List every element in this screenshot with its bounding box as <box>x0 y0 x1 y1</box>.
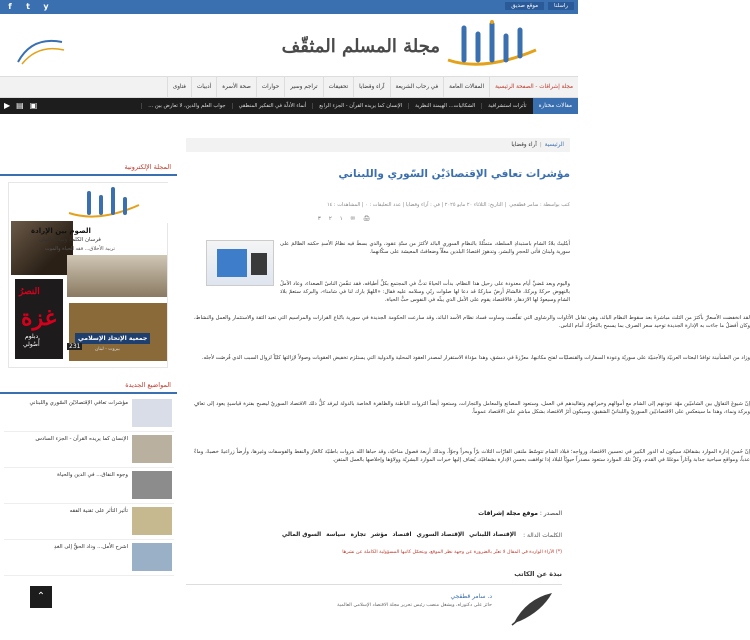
contact-link[interactable]: راسلنا <box>548 2 574 10</box>
facebook-icon[interactable]: f <box>8 2 12 11</box>
thumbnail[interactable] <box>132 543 172 571</box>
list-item[interactable] <box>4 432 174 468</box>
logo-icon[interactable] <box>444 20 540 72</box>
quill-icon <box>506 589 558 627</box>
article-meta: كتب بواسطة : سامر قطقجي ‏‏‏ | التاريخ: الثلاثاء ٢٠ مايو ٢٠٢٥ | في : آراء وقضايا | عدد التعليقات : ٠ | المشاهدات : ١٤ <box>326 202 570 208</box>
list-item-title[interactable]: تأثير التأثر على تقنية الفقه <box>69 508 128 514</box>
breadcrumb <box>186 138 570 152</box>
page-link[interactable]: ١ <box>339 216 343 222</box>
recent-heading: المواضيع الجديدة <box>0 378 177 394</box>
article-paragraph: واليوم وبعد مُضيِّ أيام معدودة على رحيل هذا النظام، بدأت الحياةُ تدبُّ في المجتمع بكلِّ أطيافه، فقد تنفّسَ الناسُ الصعداء، وعاد الأملُ بالنهوض حركةً وبركةً، فالشامُ أرضٌ مباركةٌ قد دعا لها صلوات ربّي وسلامه عليه فقال: «اللهمَّ بارك لنا في شامنا»، والبركة ستعمّ بلادَ الشامِ وسيعودُ لها الازدهار، فالاقتصاد يقوم على الأمل الذي يبثّه في النفوس حبُّ الحياة. <box>280 281 570 304</box>
list-item[interactable] <box>4 504 174 540</box>
poster-word: دبلوم <box>25 333 39 340</box>
article-paragraph: إنّ شيوعَ التفاؤلِ بين الشاميّين مهّد عودتهم إلى الشام مع أموالهم وخبراتهم وتقاليدهم في العمل، وستعود المصانع والمعامل والتجارات، وستعود أيضاً الثروات الباطنة والظاهرة الخاصة بالدولة ليرفد كلُّ ذلك الاقتصاد السوريّ ليصبح بفترة قياسيةٍ يعود إلى تعافٍ وبركة ونماء، وهذا ما سينعكس على الاقتصاديّين السوريّ واللبنانيّ الشقيق، وسيكون أثرُ الاقتصاد بشكل مباشرٍ على الاقتصاد عموماً. <box>194 401 750 416</box>
disclaimer-note: (*) الآراء الواردة في المقال لا تعبّر بالضرورة عن وجهة نظر الموقع، ويتحمّل كاتبها المسؤولية الكاملة عن نشرها <box>342 550 562 555</box>
print-icon[interactable]: 🖨 <box>363 216 370 222</box>
list-item[interactable] <box>4 468 174 504</box>
news-ticker <box>0 98 578 114</box>
magazine-subheadline: فرسان الكلمة وسادة البيان <box>39 237 101 243</box>
association-banner <box>69 303 167 361</box>
twitter-icon[interactable]: t <box>26 2 30 11</box>
nav-literature[interactable]: أدبيات <box>191 77 216 97</box>
keyword-tag[interactable]: مؤشر <box>370 532 388 538</box>
thumbnail[interactable] <box>132 507 172 535</box>
article-paragraph: لقد انخفضت الأسعارُ بأكثرَ من الثلث مباشرةً بعد سقوط النظام البائد، وهي تقابل الأثاوات والرشاوى التي تقلّصت وساوت فساد نظام الأسد البائد، وقد سارعت الحكومة الجديدة في سورية باتّباع القرارات والمراسيم التي تعيد الثقة والاستثمار والعمل والنشاط، وكان أفضلُ ما جاءت به الإدارة الجديدة توحيد سعر الصرف بما يسمح بالتحرُّك أمام الناس. <box>194 315 750 330</box>
sidebar <box>0 160 177 640</box>
chevron-up-icon: ⌃ <box>36 591 46 602</box>
poster-word: أُصُولي <box>23 341 40 348</box>
top-bar <box>0 0 578 14</box>
ticker-item[interactable]: الإنسان كما يريده القرآن - الجزء الرابع <box>312 103 408 109</box>
site-header <box>0 14 578 76</box>
nav-interviews[interactable]: حوارات <box>256 77 284 97</box>
association-location: بيروت - لبنان <box>95 347 120 352</box>
thumbnail[interactable] <box>132 435 172 463</box>
keyword-tag[interactable]: الإقتصاد اللبناني <box>469 532 516 538</box>
nav-biographies[interactable]: تراجم وسير <box>284 77 322 97</box>
article-paragraph: أبتُليتْ بلادُ الشامِ باستبدادِ السلطة، متمثِّلةً بالنظامِ السوري البائد لأكثرَ من ستّةِ عقود، والذي بسطَ فيه نظامُ الأسدِ حكمَه الظالمَ على سورية ولبنانَ فأتى للحجرِ والبشر، وتدهورَ اقتصادُ البلدين مغلّاً وضعافتُ المعيشة على سكّانهما. <box>280 241 570 256</box>
nav-home[interactable]: مجلة إشراقات - الصفحة الرئيسية <box>489 77 578 97</box>
page-link[interactable]: ٣ <box>317 216 321 222</box>
source-value[interactable]: موقع مجلة إشراقات <box>478 510 538 517</box>
friend-site-link[interactable]: موقع صديق <box>505 2 544 10</box>
list-item-title[interactable]: الإنسان كما يريده القرآن - الجزء السادس <box>35 436 128 442</box>
article-image <box>206 240 274 286</box>
keywords-list <box>282 532 516 538</box>
article-paragraph: وزاد من الطمأنينة توافدُ البعثات العربيّة والأجنبيّة على سوريّة وعودة السفارات والقنصليّات لفتح مكاتبها، معزّزةً في دمشق، وهذا مؤداهُ الاستقرار لمصدر العقود المحلية والدولية التي يستلزم تخفيض العقوبات وصولاً لإزالتها كليّاً لزوال السبب الذي فُرضَت لأجله. <box>201 355 750 361</box>
main-nav <box>0 76 578 98</box>
ornament-icon <box>12 32 68 68</box>
page-link[interactable]: ٢ <box>328 216 332 222</box>
source-label: المصدر : <box>539 510 562 517</box>
nav-fatwas[interactable]: فتاوى <box>167 77 191 97</box>
breadcrumb-home[interactable]: الرئيسية <box>544 142 564 148</box>
ticker-label: مقالات مختارة <box>533 98 578 114</box>
youtube-icon[interactable]: y <box>43 2 49 11</box>
recent-list <box>4 396 174 576</box>
play-icon[interactable]: ▶ <box>4 101 11 110</box>
list-item-title[interactable]: مؤشرات تعافي الإقتصادَيْن السّوري واللبناني <box>29 400 128 406</box>
list-item[interactable] <box>4 396 174 432</box>
article-paragraph: إنّ حُسنَ إدارة الموارد بشفافيّة سيكون له الدور الكبير في تحسين الاقتصاد ورواجه؛ فبلاد الشام تتوسّط ملتقى القارّات الثلاث برّاً وبحراً وجوّاً، وبذلك أربعة فصول مناخيّة، وقد حباها الله بثروات باطنيّة كالغاز والنفط والفوسفات وغيرها، وأرضاً زراعيةً خصبةً، وماءً عذباً، ومواقع سياحية جذابة وآثاراً موغلةً في القدم، وكلّ تلك الموارد ستعود مصدراً حيويّاً للبلاد إذا توافقت بحسن الإدارة بشفافيّة، يُضاف إليها خبرات الموارد البشريّة وولاؤها وإخلاصها بالعمل المتقن. <box>194 449 750 464</box>
magazine-subheadline: تربية الأخلاق... فقه الحياة والموت <box>45 246 115 252</box>
author-box <box>186 584 562 632</box>
ticker-tools <box>4 101 37 111</box>
issue-number: 231 <box>69 343 81 350</box>
thumbnail[interactable] <box>132 471 172 499</box>
social-links <box>4 1 52 13</box>
magazine-logo-icon <box>9 183 169 223</box>
ticker-item[interactable]: جواب العلم والدين، لا تعارض بين ... <box>141 103 231 109</box>
list-item[interactable] <box>4 540 174 576</box>
nav-investigations[interactable]: تحقيقات <box>323 77 354 97</box>
grid-icon[interactable]: ▣ <box>29 101 38 110</box>
magazine-headline: الصوم بين الإرادة <box>31 227 91 235</box>
keywords-label: الكلمات الدالة : <box>523 532 562 539</box>
article-title: مؤشرات تعافي الإقتصادَيْن السّوري واللبناني <box>338 168 570 180</box>
ticker-item[interactable]: أنماء الأدلّة في التفكير المنطقي <box>232 103 313 109</box>
victory-poster <box>15 279 63 359</box>
keyword-tag[interactable]: تجارة <box>350 532 366 538</box>
keyword-tag[interactable]: الإقتصاد السوري <box>416 532 465 538</box>
image-shape <box>251 253 267 275</box>
poster-word: النصرُ <box>19 287 40 297</box>
ticker-item[interactable]: تأثرات استشرافية <box>481 103 532 109</box>
article-tools <box>318 216 370 222</box>
keyword-tag[interactable]: سياسة <box>326 532 346 538</box>
keyword-tag[interactable]: اقتصاد <box>392 532 412 538</box>
association-name: جمعية الإتحاد الإسلامي <box>75 333 150 344</box>
book-icon[interactable]: ▤ <box>16 101 24 110</box>
list-item-title[interactable]: وجوه النفاق... في الدين والحياة <box>57 472 128 478</box>
nav-sharia[interactable]: في رحاب الشريعة <box>390 77 444 97</box>
author-bio: حائز على دكتوراه، ويشغل منصب رئيس تحرير مجلة الاقتصاد الإسلامي العالمية <box>337 603 492 608</box>
mail-icon[interactable]: ✉ <box>350 216 356 222</box>
nav-general-articles[interactable]: المقالات العامة <box>443 77 489 97</box>
ticker-item[interactable]: الشكائيات... الهيمنة النظرية <box>408 103 481 109</box>
author-name[interactable]: د. سامر قطقجي <box>450 593 492 600</box>
back-to-top-button[interactable] <box>30 586 52 608</box>
image-shape <box>217 249 247 277</box>
magazine-photo <box>67 255 167 297</box>
magazine-cover[interactable] <box>8 182 168 368</box>
breadcrumb-separator: | <box>539 142 542 148</box>
magazine-heading: المجلة الإلكترونية <box>0 160 177 176</box>
nav-opinions[interactable]: آراء وقضايا <box>353 77 389 97</box>
thumbnail[interactable] <box>132 399 172 427</box>
top-links <box>505 2 574 10</box>
author-heading: نبذة عن الكاتب <box>514 570 562 578</box>
keyword-tag[interactable]: السوق المالي <box>281 532 322 538</box>
list-item-title[interactable]: اشرح الأمل... وداد الحقُّ إلى الغدِ <box>54 544 128 550</box>
nav-family-health[interactable]: صحة الأسرة <box>216 77 256 97</box>
poster-word: غزة <box>21 305 57 331</box>
article-source <box>478 510 562 517</box>
site-title[interactable]: مجلة المسلم المثقّف <box>281 36 440 57</box>
breadcrumb-section[interactable]: آراء وقضايا <box>511 142 537 148</box>
